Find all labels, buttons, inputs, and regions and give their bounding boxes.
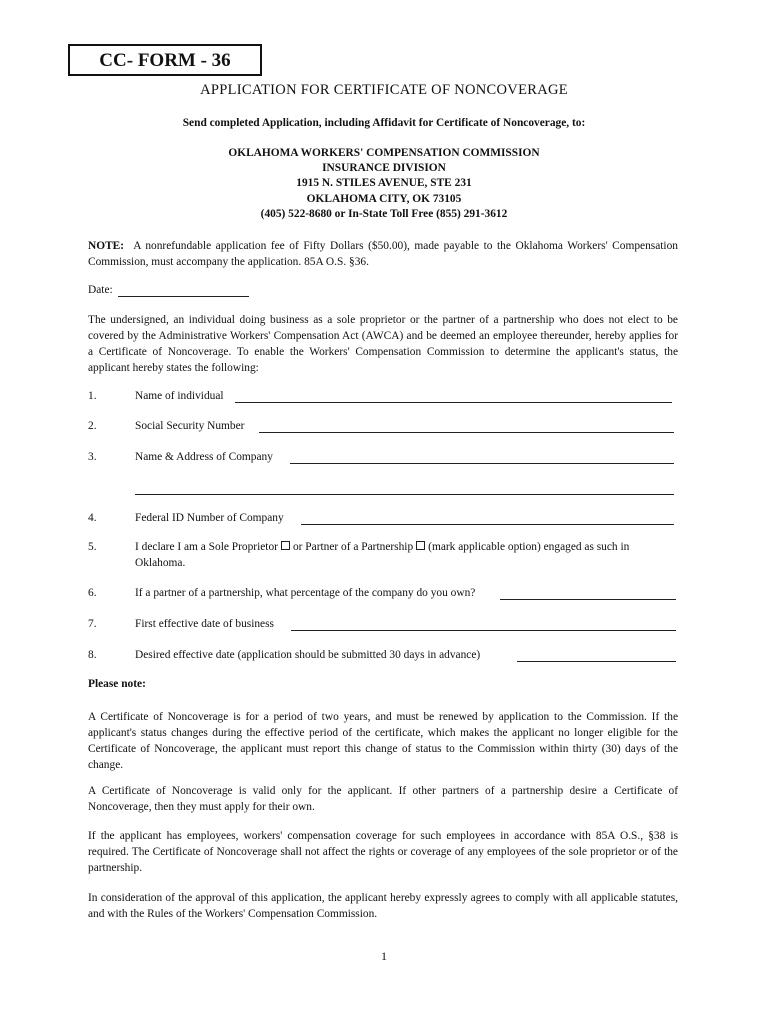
note-paragraph-1: A Certificate of Noncoverage is for a period of two years, and must be renewed by application to the Commission. If the applicant's status changes during the effective period of the certificate, which makes the applicant no longer eligible for the Certificate of Noncoverage, the applicant must report this change of status to the Commission within thirty (30) days of the change. bbox=[88, 711, 678, 771]
note-paragraph-2: A Certificate of Noncoverage is valid only for the applicant. If other partners of a partnership desire a Certificate of Noncoverage, then they must apply for their own. bbox=[88, 785, 678, 813]
ssn-field[interactable] bbox=[259, 432, 674, 433]
item-4-number: 4. bbox=[88, 512, 97, 524]
address-line-5: (405) 522-8680 or In-State Toll Free (855) 291-3612 bbox=[260, 207, 508, 220]
page-number: 1 bbox=[381, 949, 387, 963]
sole-proprietor-checkbox[interactable] bbox=[281, 541, 290, 550]
name-of-individual-field[interactable] bbox=[235, 402, 672, 403]
note-paragraph-3: If the applicant has employees, workers' compensation coverage for such employees in accordance with 85A O.S., §38 is required. The Certificate of Noncoverage shall not affect the rights or coverage of any employees of the sole proprietor or of the partnership. bbox=[88, 830, 678, 874]
item-5-text-c: (mark applicable option) engaged as such in bbox=[428, 541, 630, 553]
item-5-number: 5. bbox=[88, 541, 97, 553]
item-3-label: Name & Address of Company bbox=[135, 451, 273, 463]
item-5-text-d: Oklahoma. bbox=[135, 557, 186, 569]
item-4-label: Federal ID Number of Company bbox=[135, 512, 284, 524]
item-7-number: 7. bbox=[88, 618, 97, 630]
item-1-number: 1. bbox=[88, 390, 97, 402]
item-5-text-b: or Partner of a Partnership bbox=[292, 541, 414, 553]
partner-checkbox[interactable] bbox=[416, 541, 425, 550]
mailing-address bbox=[0, 146, 768, 222]
item-2-number: 2. bbox=[88, 420, 97, 432]
item-3-number: 3. bbox=[88, 451, 97, 463]
form-id-box bbox=[68, 44, 262, 76]
item-2-label: Social Security Number bbox=[135, 420, 245, 432]
document-title: APPLICATION FOR CERTIFICATE OF NONCOVERAGE bbox=[200, 82, 568, 98]
item-6-number: 6. bbox=[88, 587, 97, 599]
item-8-label: Desired effective date (application should be submitted 30 days in advance) bbox=[135, 649, 481, 661]
desired-effective-date-field[interactable] bbox=[517, 661, 676, 662]
date-label: Date: bbox=[88, 284, 113, 296]
address-line-2: INSURANCE DIVISION bbox=[322, 162, 446, 175]
send-instruction: Send completed Application, including Affidavit for Certificate of Noncoverage, to: bbox=[182, 117, 586, 129]
intro-paragraph: The undersigned, an individual doing business as a sole proprietor or the partner of a partnership who does not elect to be covered by the Administrative Workers' Compensation Act (AWCA) and be deemed an employee thereunder, hereby applies for a Certificate of Noncoverage. To enable the Workers' Compensation Commission to determine the applicant's status, the applicant hereby states the following: bbox=[88, 314, 678, 374]
form-id: CC- FORM - 36 bbox=[99, 50, 231, 71]
note-label: NOTE: bbox=[88, 240, 125, 252]
address-line-3: 1915 N. STILES AVENUE, STE 231 bbox=[296, 177, 472, 190]
item-8-number: 8. bbox=[88, 649, 97, 661]
please-note-label: Please note: bbox=[88, 678, 146, 690]
note-paragraph bbox=[88, 238, 678, 270]
date-field[interactable] bbox=[118, 296, 249, 297]
item-5-text-a: I declare I am a Sole Proprietor bbox=[135, 541, 278, 553]
item-5-line-1 bbox=[135, 541, 629, 553]
federal-id-field[interactable] bbox=[301, 524, 674, 525]
item-6-label: If a partner of a partnership, what percentage of the company do you own? bbox=[135, 587, 476, 599]
note-paragraph-4: In consideration of the approval of this application, the applicant hereby expressly agrees to comply with all applicable statutes, and with the Rules of the Workers' Compensation Commission. bbox=[88, 892, 678, 920]
item-7-label: First effective date of business bbox=[135, 618, 274, 630]
address-line-1: OKLAHOMA WORKERS' COMPENSATION COMMISSION bbox=[228, 147, 540, 159]
item-1-label: Name of individual bbox=[135, 390, 224, 402]
note-text: A nonrefundable application fee of Fifty Dollars ($50.00), made payable to the Oklahoma Workers' Compensation Commission, must accompany the application. 85A O.S. §36. bbox=[88, 240, 678, 268]
ownership-percentage-field[interactable] bbox=[500, 599, 676, 600]
company-address-field-line2[interactable] bbox=[135, 494, 674, 495]
first-effective-date-field[interactable] bbox=[291, 630, 676, 631]
address-line-4: OKLAHOMA CITY, OK 73105 bbox=[306, 192, 462, 205]
company-name-address-field[interactable] bbox=[290, 463, 674, 464]
